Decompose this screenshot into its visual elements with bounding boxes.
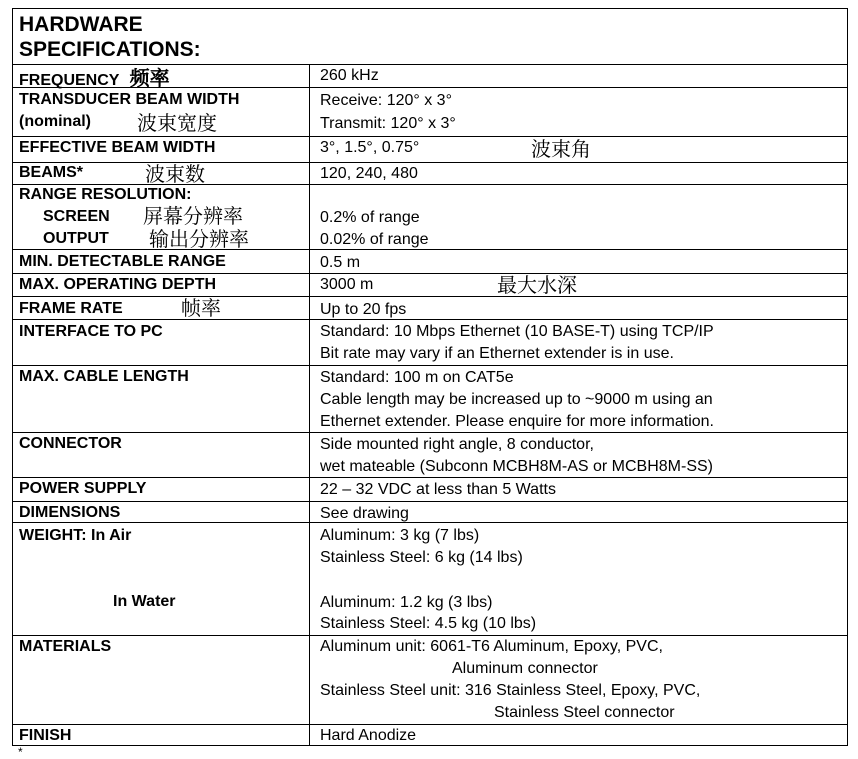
row-divider <box>13 477 847 478</box>
row-divider <box>13 249 847 250</box>
connector-line1: Side mounted right angle, 8 conductor, <box>320 436 594 453</box>
column-divider <box>309 64 310 745</box>
hardware-spec-table <box>12 8 848 746</box>
row-divider <box>13 522 847 523</box>
range-resolution-label: RANGE RESOLUTION: <box>19 186 192 203</box>
row-divider <box>13 64 847 65</box>
max-depth-chinese-note: 最大水深 <box>497 273 577 297</box>
cable-line3: Ethernet extender. Please enquire for more information. <box>320 413 714 430</box>
beam-width-sublabel: (nominal) <box>19 113 91 130</box>
row-divider <box>13 724 847 725</box>
row-divider <box>13 136 847 137</box>
frequency-chinese-note: 频率 <box>129 66 170 90</box>
row-divider <box>13 273 847 274</box>
materials-line1: Aluminum unit: 6061-T6 Aluminum, Epoxy, PVC, <box>320 638 663 655</box>
dimensions-label: DIMENSIONS <box>19 504 121 521</box>
beam-width-receive: Receive: 120° x 3° <box>320 92 452 109</box>
weight-label: WEIGHT: In Air <box>19 527 132 544</box>
weight-air-aluminum: Aluminum: 3 kg (7 lbs) <box>320 527 480 544</box>
min-range-label: MIN. DETECTABLE RANGE <box>19 253 226 270</box>
spec-title-line1: HARDWARE <box>19 13 143 36</box>
range-screen-value: 0.2% of range <box>320 209 420 226</box>
frequency-label: FREQUENCY 频率 <box>19 66 170 90</box>
row-divider <box>13 635 847 636</box>
interface-label: INTERFACE TO PC <box>19 323 163 340</box>
connector-line2: wet mateable (Subconn MCBH8M-AS or MCBH8M-SS) <box>320 458 714 475</box>
weight-water-steel: Stainless Steel: 4.5 kg (10 lbs) <box>320 615 537 632</box>
range-screen-chinese-note: 屏幕分辨率 <box>143 204 243 228</box>
finish-label: FINISH <box>19 727 72 744</box>
weight-water-aluminum: Aluminum: 1.2 kg (3 lbs) <box>320 594 493 611</box>
dimensions-value: See drawing <box>320 505 409 522</box>
frame-rate-chinese-note: 帧率 <box>181 296 221 320</box>
range-screen-label: SCREEN <box>43 208 110 225</box>
cable-length-label: MAX. CABLE LENGTH <box>19 368 189 385</box>
beams-label: BEAMS* <box>19 164 84 181</box>
range-output-chinese-note: 输出分辨率 <box>149 227 249 251</box>
materials-label: MATERIALS <box>19 638 112 655</box>
min-range-value: 0.5 m <box>320 254 361 271</box>
frequency-value: 260 kHz <box>320 67 379 84</box>
frame-rate-label: FRAME RATE <box>19 300 123 317</box>
beam-width-chinese-note: 波束宽度 <box>137 111 217 135</box>
beam-width-transmit: Transmit: 120° x 3° <box>320 115 456 132</box>
spec-title-line2: SPECIFICATIONS: <box>19 38 201 61</box>
materials-line2: Aluminum connector <box>452 660 598 677</box>
effective-beam-chinese-note: 波束角 <box>531 137 591 161</box>
row-divider <box>13 365 847 366</box>
row-divider <box>13 296 847 297</box>
frame-rate-value: Up to 20 fps <box>320 301 407 318</box>
row-divider <box>13 319 847 320</box>
power-supply-value: 22 – 32 VDC at less than 5 Watts <box>320 481 556 498</box>
power-supply-label: POWER SUPPLY <box>19 480 147 497</box>
footnote-mark: * <box>18 745 23 759</box>
effective-beam-value: 3°, 1.5°, 0.75° <box>320 139 420 156</box>
connector-label: CONNECTOR <box>19 435 122 452</box>
beam-width-label: TRANSDUCER BEAM WIDTH <box>19 91 240 108</box>
range-output-value: 0.02% of range <box>320 231 429 248</box>
cable-line2: Cable length may be increased up to ~9000 m using an <box>320 391 713 408</box>
beams-value: 120, 240, 480 <box>320 165 418 182</box>
interface-line1: Standard: 10 Mbps Ethernet (10 BASE-T) using TCP/IP <box>320 323 714 340</box>
max-depth-value: 3000 m <box>320 276 374 293</box>
interface-line2: Bit rate may vary if an Ethernet extender is in use. <box>320 345 674 362</box>
beams-chinese-note: 波束数 <box>145 162 205 186</box>
cable-line1: Standard: 100 m on CAT5e <box>320 369 514 386</box>
row-divider <box>13 432 847 433</box>
range-output-label: OUTPUT <box>43 230 109 247</box>
row-divider <box>13 162 847 163</box>
finish-value: Hard Anodize <box>320 727 417 744</box>
row-divider <box>13 501 847 502</box>
materials-line4: Stainless Steel connector <box>494 704 675 721</box>
weight-air-steel: Stainless Steel: 6 kg (14 lbs) <box>320 549 523 566</box>
row-divider <box>13 184 847 185</box>
weight-water-label: In Water <box>113 593 176 610</box>
max-depth-label: MAX. OPERATING DEPTH <box>19 276 217 293</box>
materials-line3: Stainless Steel unit: 316 Stainless Steel, Epoxy, PVC, <box>320 682 701 699</box>
effective-beam-label: EFFECTIVE BEAM WIDTH <box>19 139 216 156</box>
